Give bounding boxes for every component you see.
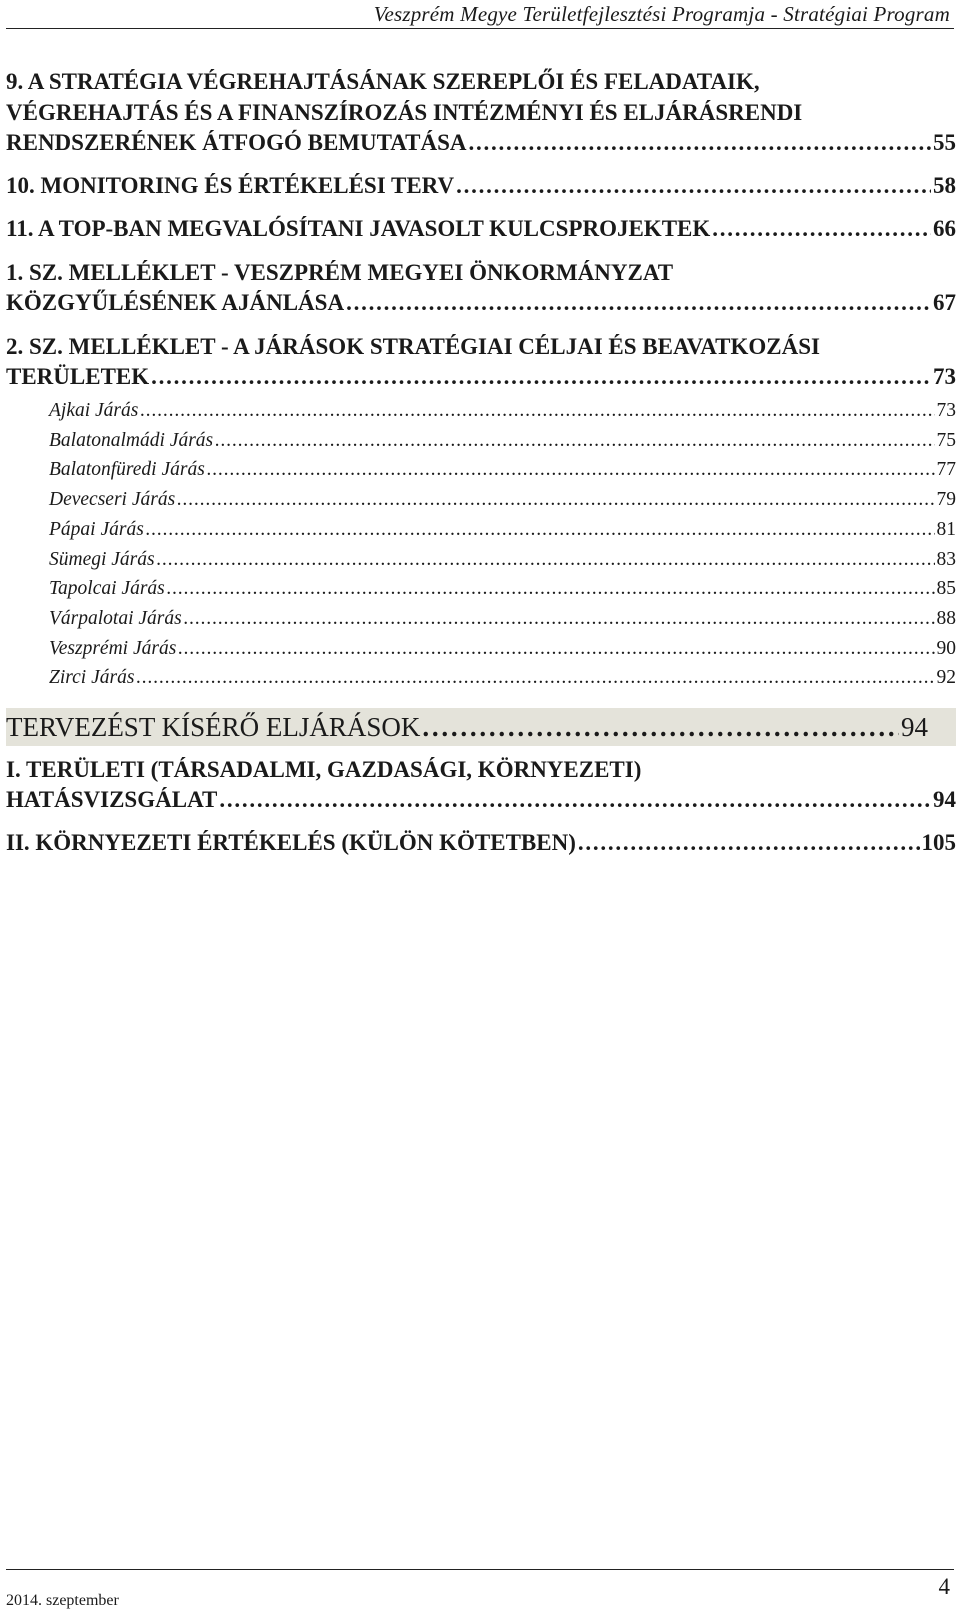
table-of-contents: [6, 66, 956, 858]
toc-district-text: Zirci Járás: [49, 667, 135, 689]
dot-leader: [140, 396, 934, 426]
toc-district-ajkai[interactable]: [6, 396, 956, 426]
toc-entry-9-line1: 9. A STRATÉGIA VÉGREHAJTÁSÁNAK SZEREPLŐI ÉS FELADATAIK, VÉGREHAJTÁS ÉS A FINANSZÍROZÁS INTÉZMÉNYI ÉS ELJÁRÁSRENDI: [6, 69, 803, 125]
toc-roman-2[interactable]: [6, 828, 956, 858]
toc-district-papai[interactable]: [6, 515, 956, 545]
toc-district-page: 73: [936, 400, 956, 421]
toc-entry-10[interactable]: [6, 171, 956, 201]
toc-entry-9[interactable]: [6, 66, 956, 158]
toc-district-varpalotai[interactable]: [6, 604, 956, 634]
page-number: 4: [938, 1574, 950, 1599]
dot-leader: [578, 828, 920, 858]
toc-roman-2-text: II. KÖRNYEZETI ÉRTÉKELÉS (KÜLÖN KÖTETBEN): [6, 830, 576, 856]
toc-district-sumegi[interactable]: [6, 545, 956, 575]
toc-entry-11-page: 66: [933, 216, 956, 241]
toc-roman-1-line1: I. TERÜLETI (TÁRSADALMI, GAZDASÁGI, KÖRNYEZETI): [6, 757, 642, 783]
toc-roman-2-page: 105: [921, 830, 956, 856]
footer-date: 2014. szeptember: [6, 1592, 119, 1609]
toc-annex-1-page: 67: [933, 290, 956, 315]
toc-district-balatonfuredi[interactable]: [6, 455, 956, 485]
dot-leader: [151, 362, 931, 392]
toc-district-text: Várpalotai Járás: [49, 607, 182, 629]
toc-entry-11-text: 11. A TOP-BAN MEGVALÓSÍTANI JAVASOLT KULCSPROJEKTEK: [6, 216, 711, 241]
toc-entry-10-page: 58: [933, 173, 956, 198]
dot-leader: [215, 426, 934, 456]
dot-leader: [146, 515, 935, 545]
dot-leader: [422, 708, 899, 746]
dot-leader: [207, 455, 935, 485]
dot-leader: [219, 785, 931, 815]
header-title: Veszprém Megye Területfejlesztési Programja - Stratégiai Program: [373, 2, 950, 26]
toc-district-text: Balatonalmádi Járás: [49, 429, 214, 451]
toc-entry-9-page: 55: [933, 130, 956, 155]
toc-roman-1[interactable]: [6, 754, 956, 815]
toc-district-page: 81: [936, 518, 956, 540]
dot-leader: [346, 288, 931, 318]
toc-district-devecseri[interactable]: [6, 485, 956, 515]
toc-annex-1-line1: 1. SZ. MELLÉKLET - VESZPRÉM MEGYEI ÖNKORMÁNYZAT: [6, 260, 674, 285]
toc-district-tapolcai[interactable]: [6, 574, 956, 604]
dot-leader: [177, 485, 934, 515]
toc-entry-11[interactable]: [6, 214, 956, 244]
toc-district-text: Sümegi Járás: [49, 548, 155, 570]
toc-district-text: Pápai Járás: [49, 518, 144, 540]
dot-leader: [167, 574, 935, 604]
toc-part-tervezes-text: TERVEZÉST KÍSÉRŐ ELJÁRÁSOK: [6, 712, 421, 743]
toc-entry-9-line2: RENDSZERÉNEK ÁTFOGÓ BEMUTATÁSA: [6, 130, 467, 155]
toc-annex-1[interactable]: [6, 257, 956, 318]
toc-district-text: Ajkai Járás: [49, 400, 139, 421]
toc-annex-2-page: 73: [933, 364, 956, 389]
toc-district-balatonalmadi[interactable]: [6, 426, 956, 456]
dot-leader: [469, 128, 932, 158]
toc-part-tervezes[interactable]: [6, 708, 956, 746]
toc-district-page: 88: [936, 607, 956, 629]
toc-district-list: [6, 396, 956, 693]
toc-district-page: 77: [936, 459, 956, 481]
toc-district-text: Tapolcai Járás: [49, 578, 165, 600]
toc-annex-2-line1: 2. SZ. MELLÉKLET - A JÁRÁSOK STRATÉGIAI CÉLJAI ÉS BEAVATKOZÁSI: [6, 334, 820, 359]
toc-entry-10-text: 10. MONITORING ÉS ÉRTÉKELÉSI TERV: [6, 173, 455, 198]
toc-district-page: 85: [936, 578, 956, 600]
toc-district-page: 90: [936, 637, 956, 659]
dot-leader: [456, 171, 931, 201]
toc-district-veszpremi[interactable]: [6, 634, 956, 664]
toc-district-zirci[interactable]: [6, 663, 956, 693]
toc-district-page: 79: [936, 489, 956, 511]
page-header: [6, 0, 954, 29]
toc-annex-2[interactable]: [6, 331, 956, 392]
toc-annex-1-line2: KÖZGYŰLÉSÉNEK AJÁNLÁSA: [6, 290, 345, 315]
dot-leader: [178, 634, 934, 664]
page-footer: [6, 1569, 954, 1610]
toc-district-text: Veszprémi Járás: [49, 637, 177, 659]
toc-district-text: Devecseri Járás: [49, 489, 176, 511]
toc-district-page: 83: [936, 548, 956, 570]
toc-roman-1-page: 94: [933, 787, 956, 813]
dot-leader: [712, 214, 931, 244]
toc-roman-1-line2: HATÁSVIZSGÁLAT: [6, 787, 218, 813]
toc-district-text: Balatonfüredi Járás: [49, 459, 205, 481]
dot-leader: [136, 663, 934, 693]
toc-annex-2-line2: TERÜLETEK: [6, 364, 150, 389]
dot-leader: [157, 545, 935, 575]
toc-part-tervezes-page: 94: [901, 712, 928, 743]
toc-district-page: 92: [936, 667, 956, 689]
dot-leader: [184, 604, 935, 634]
toc-district-page: 75: [936, 429, 956, 451]
